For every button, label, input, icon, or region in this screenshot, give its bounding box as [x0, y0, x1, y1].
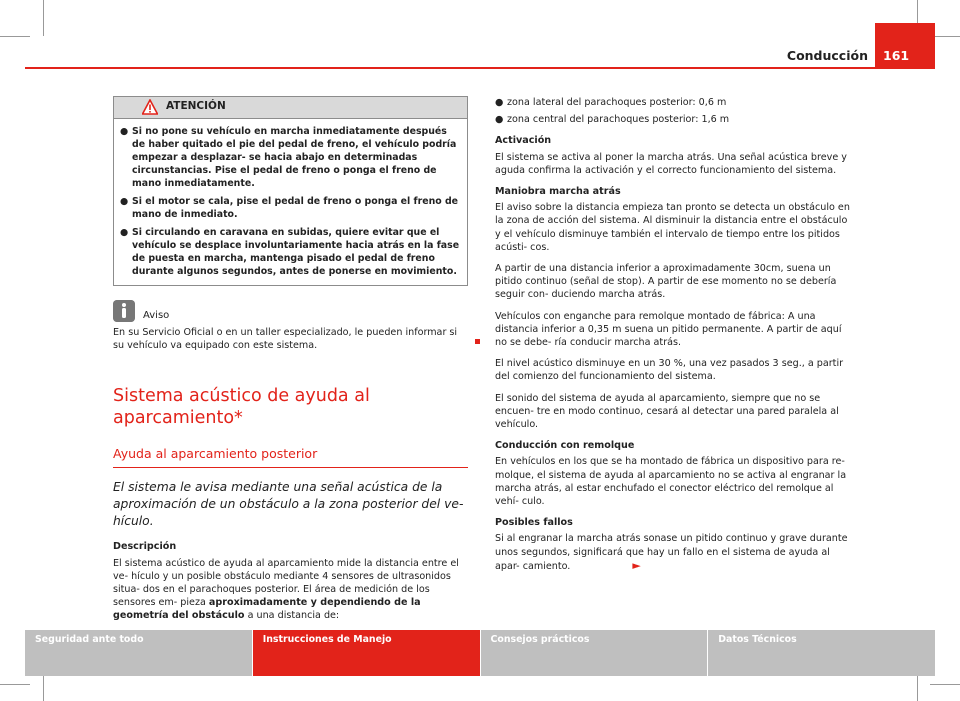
warning-header — [114, 97, 467, 119]
note-title: Aviso — [143, 310, 170, 321]
range-item: ● zona lateral del parachoques posterior: 0,6 m — [495, 97, 727, 108]
maniobra-paragraph: El sonido del sistema de ayuda al aparcamiento, siempre que no se encuen- tre en modo continuo, cesará al detectar una pared paralela al vehículo. — [495, 392, 839, 431]
footer-tabs — [25, 630, 935, 676]
maniobra-heading: Maniobra marcha atrás — [495, 186, 621, 198]
tab-datos-tecnicos[interactable]: Datos Técnicos — [707, 630, 935, 676]
tab-seguridad[interactable]: Seguridad ante todo — [25, 630, 252, 676]
warning-item: ● Si no pone su vehículo en marcha inmediatamente después de haber quitado el pie del pedal de freno, el vehículo podría empezar a desplazar- se hacia abajo en determinadas circunstancias. Pise el pedal de freno o ponga el freno de mano inmediatamente. — [120, 126, 457, 189]
header-rule — [25, 67, 935, 69]
crop-mark — [917, 672, 918, 701]
end-of-section-marker — [475, 339, 480, 344]
tab-instrucciones[interactable]: Instrucciones de Manejo — [252, 630, 480, 676]
activacion-heading: Activación — [495, 135, 552, 147]
remolque-text: En vehículos en los que se ha montado de fábrica un dispositivo para re- molque, el sistema de ayuda al aparcamiento no se activa al engranar la marcha atrás, al estar enchufado el conector eléctrico del remolque al vehí- culo. — [495, 456, 847, 508]
note-header — [113, 300, 468, 326]
warning-box — [113, 96, 468, 286]
maniobra-paragraph: El nivel acústico disminuye en un 30 %, una vez pasados 3 seg., a partir del comienzo del funcionamiento del sistema. — [495, 358, 844, 383]
range-item: ● zona central del parachoques posterior: 1,6 m — [495, 114, 730, 126]
crop-mark — [930, 684, 960, 685]
fallos-heading: Posibles fallos — [495, 517, 573, 529]
warning-triangle-icon — [142, 99, 158, 115]
section-title: Sistema acústico de ayuda al aparcamiento* — [113, 386, 370, 429]
continue-arrow-icon: ► — [632, 558, 641, 572]
warning-item: ● Si circulando en caravana en subidas, quiere evitar que el vehículo se desplace involuntariamente hacia atrás en la fase de puesta en marcha, mantenga pisado el pedal de freno durante algunos segundos, antes de ponerse en movimiento. — [120, 227, 460, 277]
descripcion-text: El sistema acústico de ayuda al aparcamiento mide la distancia entre el ve- hículo y un posible obstáculo mediante 4 sensores de ultrasonidos situa- dos en el parachoques posterior. El área de medición de los sensores em- pieza aproximadamente y dependiendo de la geometría del obstáculo a una distancia de: — [113, 557, 459, 622]
note-text: En su Servicio Oficial o en un taller especializado, le pueden informar si su vehículo va equipado con este sistema. — [113, 326, 468, 352]
warning-body — [114, 119, 467, 285]
crop-mark — [0, 684, 30, 685]
maniobra-paragraph: A partir de una distancia inferior a aproximadamente 30cm, suena un pitido continuo (señal de stop). A partir de ese momento no se debería seguir con- duciendo marcha atrás. — [495, 263, 837, 301]
page-number: 161 — [875, 23, 935, 67]
remolque-heading: Conducción con remolque — [495, 440, 635, 452]
activacion-text: El sistema se activa al poner la marcha atrás. Una señal acústica breve y aguda confirma la activación y el correcto funcionamiento del sistema. — [495, 151, 847, 176]
crop-mark — [43, 0, 44, 36]
crop-mark — [0, 36, 30, 37]
warning-title: ATENCIÓN — [166, 100, 226, 112]
maniobra-paragraph: El aviso sobre la distancia empieza tan pronto se detecta un obstáculo en la zona de acción del sistema. Al disminuir la distancia entre el obstáculo y el vehículo disminuye también el intervalo de tiempo entre los pitidos acústi- cos. — [495, 202, 850, 253]
warning-item: ● Si el motor se cala, pise el pedal de freno o ponga el freno de mano de inmediato. — [120, 196, 459, 220]
section-lead: El sistema le avisa mediante una señal acústica de la aproximación de un obstáculo a la zona posterior del ve- hículo. — [113, 480, 464, 529]
right-column — [495, 96, 853, 581]
chapter-title: Conducción — [786, 48, 868, 63]
descripcion-heading: Descripción — [113, 541, 177, 553]
crop-mark — [43, 672, 44, 701]
left-column — [113, 96, 468, 631]
fallos-text: Si al engranar la marcha atrás sonase un pitido continuo y grave durante unos segundos, significará que hay un fallo en el sistema de ayuda al apar- camiento. ► — [495, 533, 848, 572]
maniobra-paragraph: Vehículos con enganche para remolque montado de fábrica: A una distancia inferior a 0,35 m suena un pitido permanente. A partir de aquí no se debe- ría conducir marcha atrás. — [495, 310, 842, 349]
section-subtitle: Ayuda al aparcamiento posterior — [113, 446, 468, 468]
info-hand-icon — [113, 300, 135, 322]
tab-consejos[interactable]: Consejos prácticos — [480, 630, 708, 676]
